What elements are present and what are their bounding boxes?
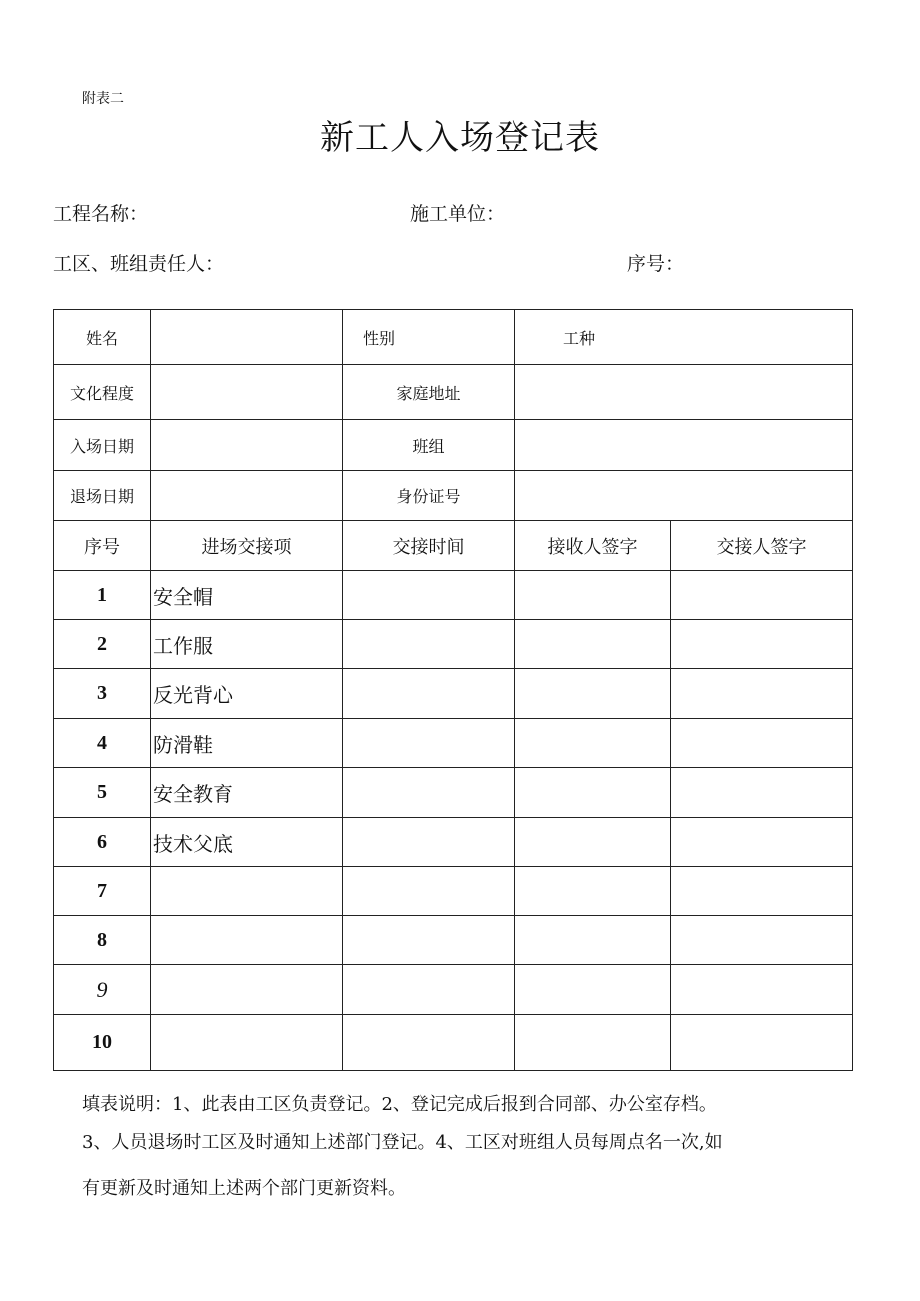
info-row-education (54, 365, 853, 420)
name-label: 姓名 (54, 310, 151, 365)
row-number: 7 (54, 867, 151, 916)
table-row (54, 867, 853, 916)
info-row-name (54, 310, 853, 365)
row-handover-cell[interactable] (671, 965, 853, 1015)
trade-label: 工种 (515, 310, 853, 365)
id-number-label: 身份证号 (343, 471, 515, 521)
row-item[interactable] (151, 1015, 343, 1071)
row-number: 10 (54, 1015, 151, 1071)
row-time-cell[interactable] (343, 620, 515, 669)
header-serial: 序号 (54, 521, 151, 571)
row-item[interactable] (151, 867, 343, 916)
table-row (54, 965, 853, 1015)
row-item: 安全教育 (151, 768, 343, 818)
row-number: 4 (54, 719, 151, 768)
row-handover-cell[interactable] (671, 620, 853, 669)
row-number: 2 (54, 620, 151, 669)
row-item[interactable] (151, 916, 343, 965)
project-name-field: 工程名称： (53, 203, 149, 225)
header-handover-item: 进场交接项 (151, 521, 343, 571)
row-number: 9 (54, 965, 151, 1015)
table-row (54, 1015, 853, 1071)
row-item: 防滑鞋 (151, 719, 343, 768)
registration-table (53, 309, 853, 1071)
row-number: 6 (54, 818, 151, 867)
notes-line-1: 填表说明：1、此表由工区负责登记。2、登记完成后报到合同部、办公室存档。 (82, 1094, 717, 1115)
row-time-cell[interactable] (343, 965, 515, 1015)
table-row (54, 768, 853, 818)
row-handover-cell[interactable] (671, 719, 853, 768)
education-label: 文化程度 (54, 365, 151, 420)
home-address-value-cell[interactable] (515, 365, 853, 420)
row-item: 技术父底 (151, 818, 343, 867)
id-number-value-cell[interactable] (515, 471, 853, 521)
home-address-label: 家庭地址 (343, 365, 515, 420)
name-value-cell[interactable] (151, 310, 343, 365)
area-team-leader-field: 工区、班组责任人： (53, 253, 225, 275)
serial-number-field: 序号： (627, 253, 685, 275)
row-receiver-cell[interactable] (515, 1015, 671, 1071)
page-title: 新工人入场登记表 (320, 118, 600, 158)
info-row-entry-date (54, 420, 853, 471)
row-handover-cell[interactable] (671, 571, 853, 620)
row-handover-cell[interactable] (671, 1015, 853, 1071)
row-receiver-cell[interactable] (515, 818, 671, 867)
notes-line-3: 有更新及时通知上述两个部门更新资料。 (82, 1178, 406, 1199)
row-time-cell[interactable] (343, 916, 515, 965)
row-number: 3 (54, 669, 151, 719)
education-value-cell[interactable] (151, 365, 343, 420)
row-receiver-cell[interactable] (515, 768, 671, 818)
row-receiver-cell[interactable] (515, 719, 671, 768)
row-handover-cell[interactable] (671, 818, 853, 867)
table-row (54, 620, 853, 669)
table-row (54, 818, 853, 867)
info-row-exit-date (54, 471, 853, 521)
entry-date-label: 入场日期 (54, 420, 151, 471)
row-time-cell[interactable] (343, 867, 515, 916)
header-handover-signature: 交接人签字 (671, 521, 853, 571)
handover-header-row (54, 521, 853, 571)
exit-date-value-cell[interactable] (151, 471, 343, 521)
row-receiver-cell[interactable] (515, 669, 671, 719)
gender-label: 性别 (343, 310, 515, 365)
row-receiver-cell[interactable] (515, 916, 671, 965)
notes-line-2: 3、人员退场时工区及时通知上述部门登记。4、工区对班组人员每周点名一次,如 (82, 1132, 723, 1153)
team-label: 班组 (343, 420, 515, 471)
row-handover-cell[interactable] (671, 669, 853, 719)
row-time-cell[interactable] (343, 571, 515, 620)
row-number: 8 (54, 916, 151, 965)
row-number: 5 (54, 768, 151, 818)
exit-date-label: 退场日期 (54, 471, 151, 521)
row-receiver-cell[interactable] (515, 571, 671, 620)
row-handover-cell[interactable] (671, 916, 853, 965)
row-number: 1 (54, 571, 151, 620)
row-time-cell[interactable] (343, 1015, 515, 1071)
row-receiver-cell[interactable] (515, 620, 671, 669)
row-handover-cell[interactable] (671, 768, 853, 818)
header-handover-time: 交接时间 (343, 521, 515, 571)
construction-unit-field: 施工单位： (410, 203, 506, 225)
row-item[interactable] (151, 965, 343, 1015)
row-receiver-cell[interactable] (515, 867, 671, 916)
row-item: 反光背心 (151, 669, 343, 719)
table-row (54, 916, 853, 965)
table-row (54, 669, 853, 719)
row-time-cell[interactable] (343, 719, 515, 768)
row-item: 安全帽 (151, 571, 343, 620)
entry-date-value-cell[interactable] (151, 420, 343, 471)
row-time-cell[interactable] (343, 768, 515, 818)
table-row (54, 571, 853, 620)
team-value-cell[interactable] (515, 420, 853, 471)
table-row (54, 719, 853, 768)
row-receiver-cell[interactable] (515, 965, 671, 1015)
row-item: 工作服 (151, 620, 343, 669)
row-handover-cell[interactable] (671, 867, 853, 916)
attachment-label: 附表二 (82, 91, 124, 107)
row-time-cell[interactable] (343, 818, 515, 867)
row-time-cell[interactable] (343, 669, 515, 719)
header-receiver-signature: 接收人签字 (515, 521, 671, 571)
